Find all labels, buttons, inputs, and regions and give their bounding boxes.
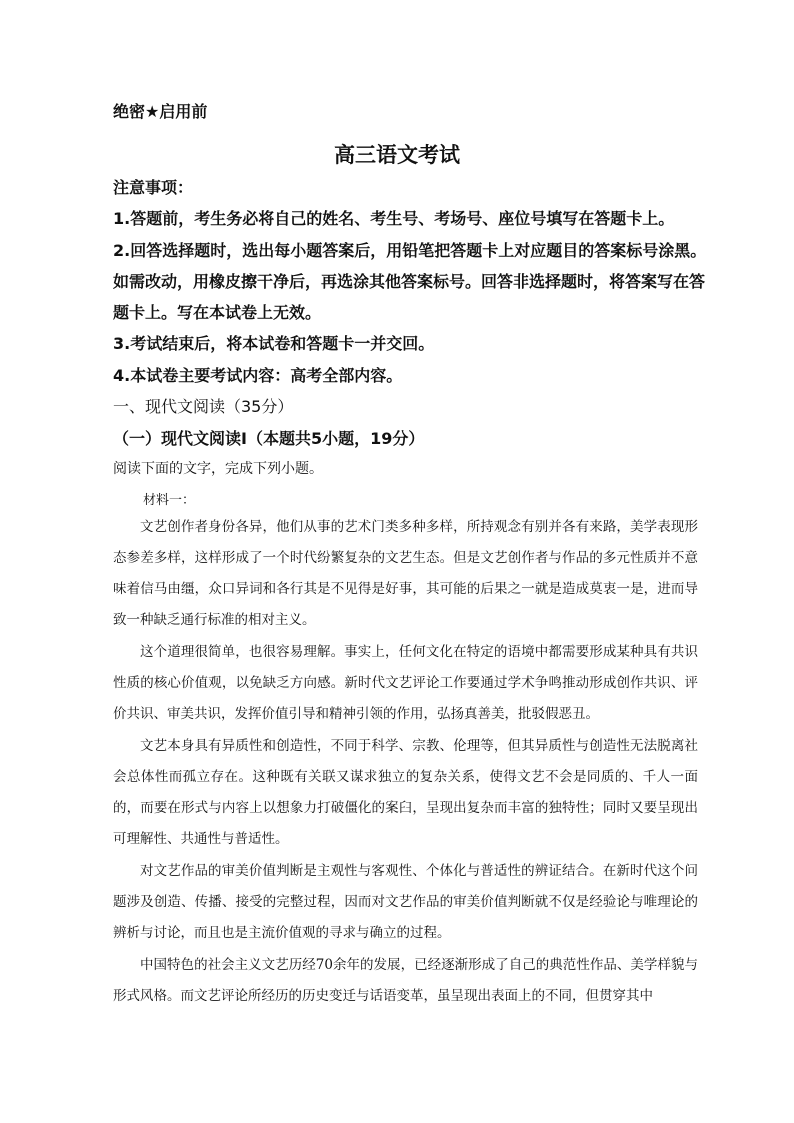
passage-paragraph-5: 中国特色的社会主义文艺历经70余年的发展，已经逐渐形成了自己的典范性作品、美学样貌与形式风格。而文艺评论所经历的历史变迁与话语变革，虽呈现出表面上的不同，但贯穿其中 xyxy=(113,957,698,1004)
passage-paragraph-1: 文艺创作者身份各异，他们从事的艺术门类多种多样，所持观念有别并各有来路，美学表现形态参差多样，这样形成了一个时代纷繁复杂的文艺生态。但是文艺创作者与作品的多元性质并不意味着信马由缰，众口异词和各行其是不见得是好事，其可能的后果之一就是造成莫衷一是，进而导致一种缺乏通行标准的相对主义。 xyxy=(113,519,698,628)
notice-heading: 注意事项： xyxy=(113,178,194,197)
exam-title: 高三语文考试 xyxy=(334,143,460,167)
section-subheading: （一）现代文阅读Ⅰ（本题共5小题，19分） xyxy=(113,429,425,448)
confidential-label: 绝密★启用前 xyxy=(113,102,208,121)
notice-item-1: 1.答题前，考生务必将自己的姓名、考生号、考场号、座位号填写在答题卡上。 xyxy=(113,209,675,228)
material-label: 材料一： xyxy=(143,493,196,508)
reading-instruction: 阅读下面的文字，完成下列小题。 xyxy=(113,461,323,477)
notice-item-2-line-3: 题卡上。写在本试卷上无效。 xyxy=(113,303,322,322)
notice-item-3: 3.考试结束后，将本试卷和答题卡一并交回。 xyxy=(113,334,435,353)
notice-item-2-line-1: 2.回答选择题时，选出每小题答案后，用铅笔把答题卡上对应题目的答案标号涂黑。 xyxy=(113,241,707,260)
section-heading: 一、现代文阅读（35分） xyxy=(113,397,294,416)
passage-paragraph-3: 文艺本身具有异质性和创造性，不同于科学、宗教、伦理等，但其异质性与创造性无法脱离社会总体性而孤立存在。这种既有关联又谋求独立的复杂关系，使得文艺不会是同质的、千人一面的，而要在形式与内容上以想象力打破僵化的案臼，呈现出复杂而丰富的独特性；同时又要呈现出可理解性、共通性与普适性。 xyxy=(113,738,698,847)
notice-item-2-line-2: 如需改动，用橡皮擦干净后，再选涂其他答案标号。回答非选择题时，将答案写在答 xyxy=(113,272,706,291)
passage-paragraph-4: 对文艺作品的审美价值判断是主观性与客观性、个体化与普适性的辨证结合。在新时代这个问题涉及创造、传播、接受的完整过程，因而对文艺作品的审美价值判断就不仅是经验论与唯理论的辨析与讨论，而且也是主流价值观的寻求与确立的过程。 xyxy=(113,863,698,941)
passage-paragraph-2: 这个道理很简单，也很容易理解。事实上，任何文化在特定的语境中都需要形成某种具有共识性质的核心价值观，以免缺乏方向感。新时代文艺评论工作要通过学术争鸣推动形成创作共识、评价共识、审美共识，发挥价值引导和精神引领的作用，弘扬真善美，批驳假恶丑。 xyxy=(113,644,698,722)
notice-item-4: 4.本试卷主要考试内容：高考全部内容。 xyxy=(113,366,403,385)
